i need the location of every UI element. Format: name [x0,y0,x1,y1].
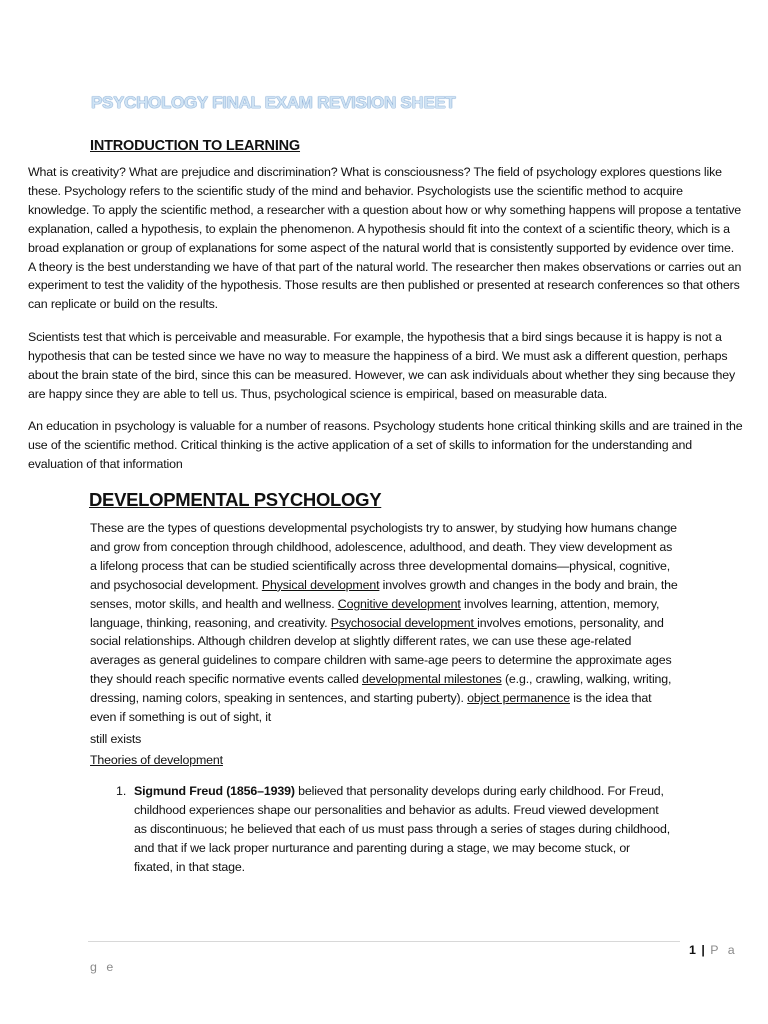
dev-text-3: involves learning, attention, memory, language, thinking, reasoning, and creativity. [90,596,660,630]
footer-divider [88,941,680,942]
dev-text-4: involves emotions, personality, and social relationships. Although children develop at slightly different rates, we can use these age-related averages as general guidelines to compare children with same-age peers to determine the approximate ages they should reach specific normative events called [90,615,672,687]
intro-paragraph-3: An education in psychology is valuable for a number of reasons. Psychology students hone critical thinking skills and are trained in the use of the scientific method. Critical thinking is the active application of a set of skills to information for the understanding and evaluation of that information [28,419,743,471]
term-object-permanence: object permanence [467,691,570,706]
page-footer [689,941,738,959]
term-cognitive-development: Cognitive development [337,596,461,611]
developmental-paragraph-tail: still exists [90,732,142,746]
term-physical-development: Physical development [261,577,380,592]
dev-text-5: (e.g., crawling, walking, writing, dressing, naming colors, speaking in sentences, and starting puberty). [90,672,672,706]
dev-text-6: is the idea that even if something is out of sight, it [90,691,652,725]
footer-page-label-wrap: g e [90,960,117,974]
term-developmental-milestones: developmental milestones [361,672,502,687]
list-item-text: believed that personality develops during early childhood. For Freud, childhood experiences shape our personalities and behavior as adults. Freud viewed development as discontinuous; he believed that each of us must pass through a series of stages during childhood, and that if we lack proper nurturance and parenting during a stage, we may become stuck, or fixated, in that stage. [134,784,671,874]
term-psychosocial-development: Psychosocial development [330,615,478,630]
page-number: 1 [689,943,696,957]
section-heading-developmental: DEVELOPMENTAL PSYCHOLOGY [89,489,382,510]
list-item-bold-name: Sigmund Freud (1856–1939) [134,784,295,798]
theories-heading: Theories of development [90,753,223,767]
list-item [134,782,672,877]
dev-text-2: involves growth and changes in the body and brain, the senses, motor skills, and health and wellness. [90,577,678,611]
footer-page-label: P a [710,943,738,957]
section-heading-introduction: INTRODUCTION TO LEARNING [90,138,301,154]
footer-separator: | [701,943,705,957]
intro-paragraph-2: Scientists test that which is perceivable and measurable. For example, the hypothesis that a bird sings because it is happy is not a hypothesis that can be tested since we have no way to measure the happiness of a bird. We must ask a different question, perhaps about the brain state of the bird, since this can be measured. However, we can ask individuals about whether they sing because they are happy since they are able to tell us. Thus, psychological science is empirical, based on measurable data. [28,330,736,401]
document-title: PSYCHOLOGY FINAL EXAM REVISION SHEET [91,93,456,112]
intro-paragraph-1: What is creativity? What are prejudice and discrimination? What is consciousness? The field of psychology explores questions like these. Psychology refers to the scientific study of the mind and behavior. Psychologists use the scientific method to acquire knowledge. To apply the scientific method, a researcher with a question about how or why something happens will propose a tentative explanation, called a hypothesis, to explain the phenomenon. A hypothesis should fit into the context of a scientific theory, which is a broad explanation or group of explanations for some aspect of the natural world that is consistently supported by evidence over time. A theory is the best understanding we have of that part of the natural world. The researcher then makes observations or carries out an experiment to test the validity of the hypothesis. Those results are then published or presented at research conferences so that others can replicate or build on the results. [28,165,742,312]
dev-text-1: These are the types of questions developmental psychologists try to answer, by studying how humans change and grow from conception through childhood, adolescence, adulthood, and death. They view development as a lifelong process that can be studied scientifically across three developmental domains—physical, cognitive, and psychosocial development. [90,521,677,592]
developmental-paragraph [90,519,678,727]
list-item-number: 1. [116,784,127,798]
